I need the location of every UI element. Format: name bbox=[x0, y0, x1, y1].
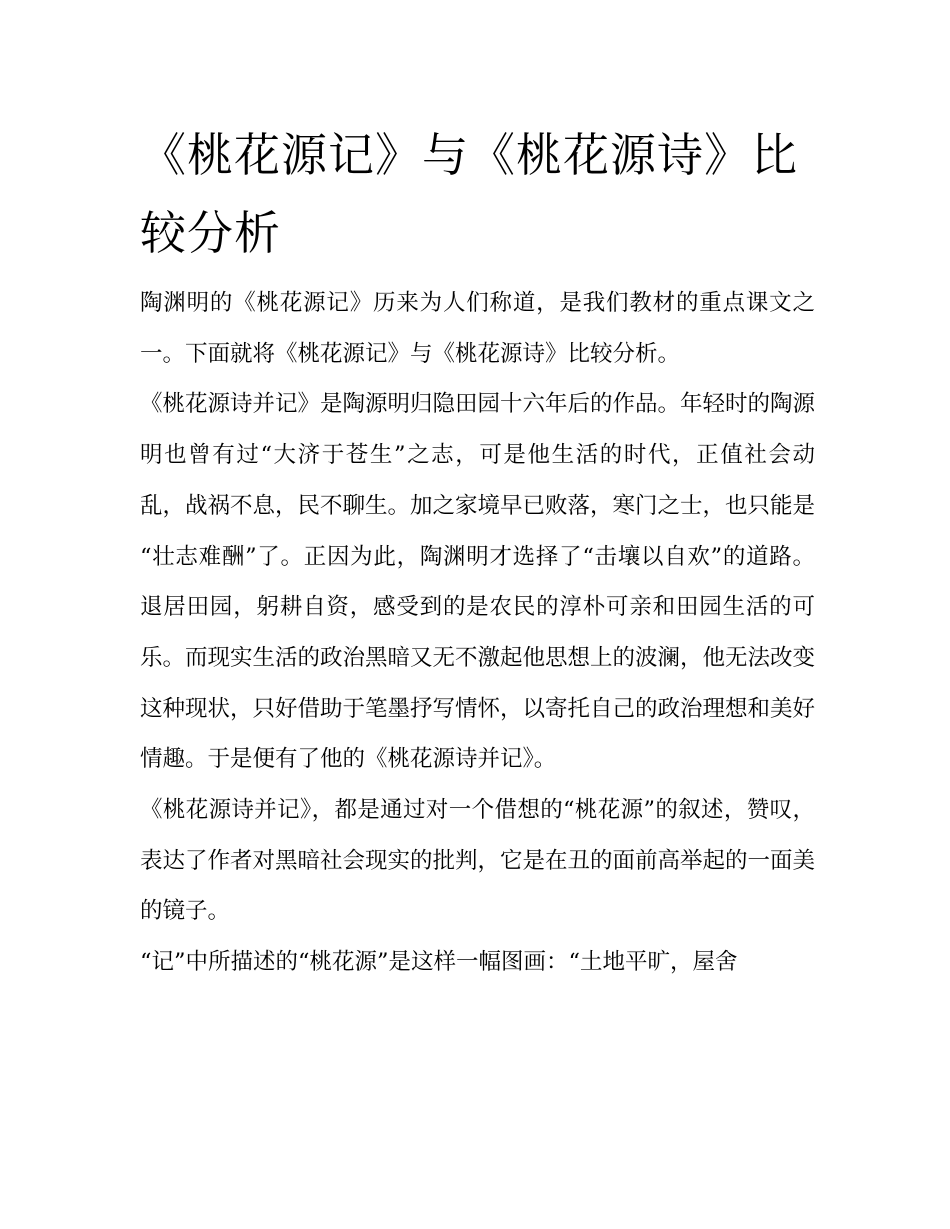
paragraph: 陶渊明的《桃花源记》历来为人们称道，是我们教材的重点课文之一。下面就将《桃花源记》与《桃花源诗》比较分析。 bbox=[140, 290, 815, 367]
paragraph: 《桃花源诗并记》是陶源明归隐田园十六年后的作品。年轻时的陶源明也曾有过“大济于苍生”之志，可是他生活的时代，正值社会动乱，战祸不息，民不聊生。加之家境早已败落，寒门之士，也只能是 bbox=[140, 391, 816, 519]
document-title: 《桃花源记》与《桃花源诗》比较分析 bbox=[140, 128, 798, 260]
paragraph: “壮志难酬”了。正因为此，陶渊明才选择了“击壤以自欢”的道路。退居田园，躬耕自资，感受到的是农民的淳朴可亲和田园生活的可乐。而现实生活的政治黑暗又无不激起他思想上的波澜，他无法改变这种现状，只好借助于笔墨抒写情怀，以寄托自己的政治理想和美好情趣。于是便有了他的《桃花源诗并记》。 bbox=[140, 543, 816, 773]
document-body bbox=[140, 278, 815, 988]
paragraph: 《桃花源诗并记》，都是通过对一个借想的“桃花源”的叙述，赞叹，表达了作者对黑暗社会现实的批判，它是在丑的面前高举起的一面美的镜子。 bbox=[140, 797, 816, 925]
paragraph: “记”中所描述的“桃花源”是这样一幅图画：“土地平旷，屋舍 bbox=[140, 949, 738, 976]
